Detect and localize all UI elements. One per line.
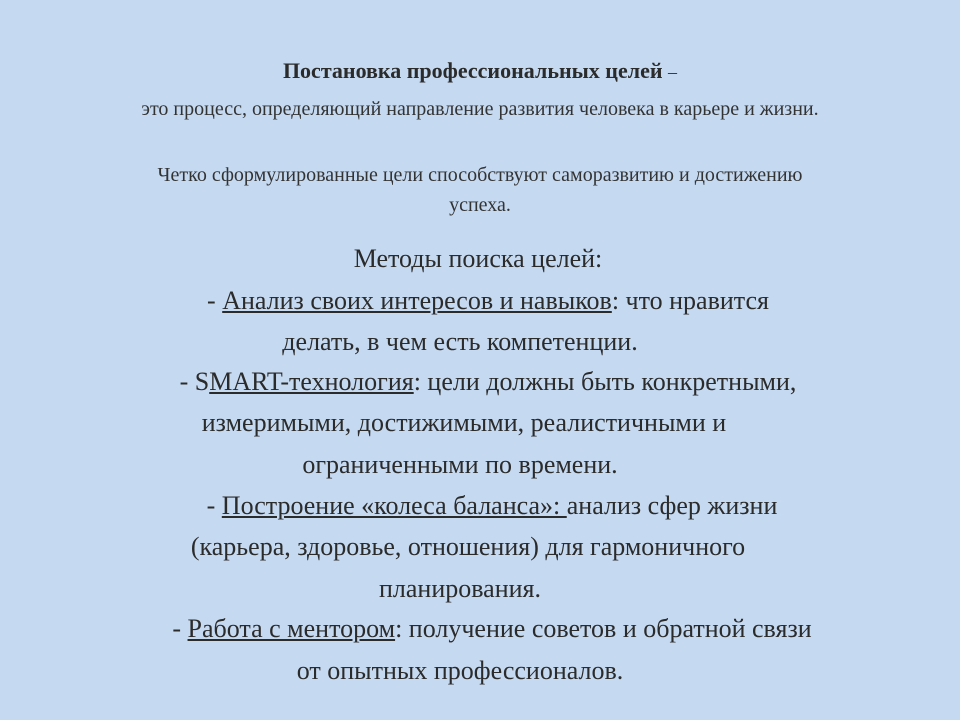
methods-heading: Методы поиска целей: [353, 244, 603, 273]
method-3-term: Построение «колеса баланса»: [221, 491, 567, 520]
paragraph-line-2: успеха. [449, 194, 511, 216]
method-3-cont-1: (карьера, здоровье, отношения) для гармоничного [190, 532, 746, 561]
title-dash: – [668, 62, 678, 82]
method-3-line [12, 491, 960, 521]
method-1-term: Анализ своих интересов и навыков [222, 286, 612, 315]
method-2-cont-2: ограниченными по времени. [302, 450, 618, 479]
definition-text: это процесс, определяющий направление развития человека в карьере и жизни. [141, 98, 819, 120]
method-2-cont-1: измеримыми, достижимыми, реалистичными и [201, 408, 727, 437]
method-1-rest: : что нравится [611, 286, 769, 315]
method-2-line [8, 367, 960, 397]
method-2-prefix: - S [179, 367, 210, 396]
paragraph-line-1: Четко сформулированные цели способствуют саморазвитию и достижению [157, 164, 803, 186]
method-4-prefix: - [172, 614, 188, 643]
method-4-rest: : получение советов и обратной связи [395, 614, 812, 643]
method-4-line [12, 614, 960, 644]
method-4-cont-1: от опытных профессионалов. [296, 656, 624, 685]
title-bold-text: Постановка профессиональных целей [282, 58, 663, 83]
method-3-prefix: - [206, 491, 222, 520]
method-2-term: MART-технология [209, 367, 414, 396]
method-1-line [8, 286, 960, 316]
method-3-cont-2: планирования. [378, 574, 542, 603]
method-1-prefix: - [207, 286, 223, 315]
method-1-cont-1: делать, в чем есть компетенции. [282, 327, 638, 356]
method-3-rest: анализ сфер жизни [566, 491, 778, 520]
slide-title [0, 58, 960, 84]
method-4-term: Работа с ментором [187, 614, 396, 643]
method-2-rest: : цели должны быть конкретными, [413, 367, 797, 396]
